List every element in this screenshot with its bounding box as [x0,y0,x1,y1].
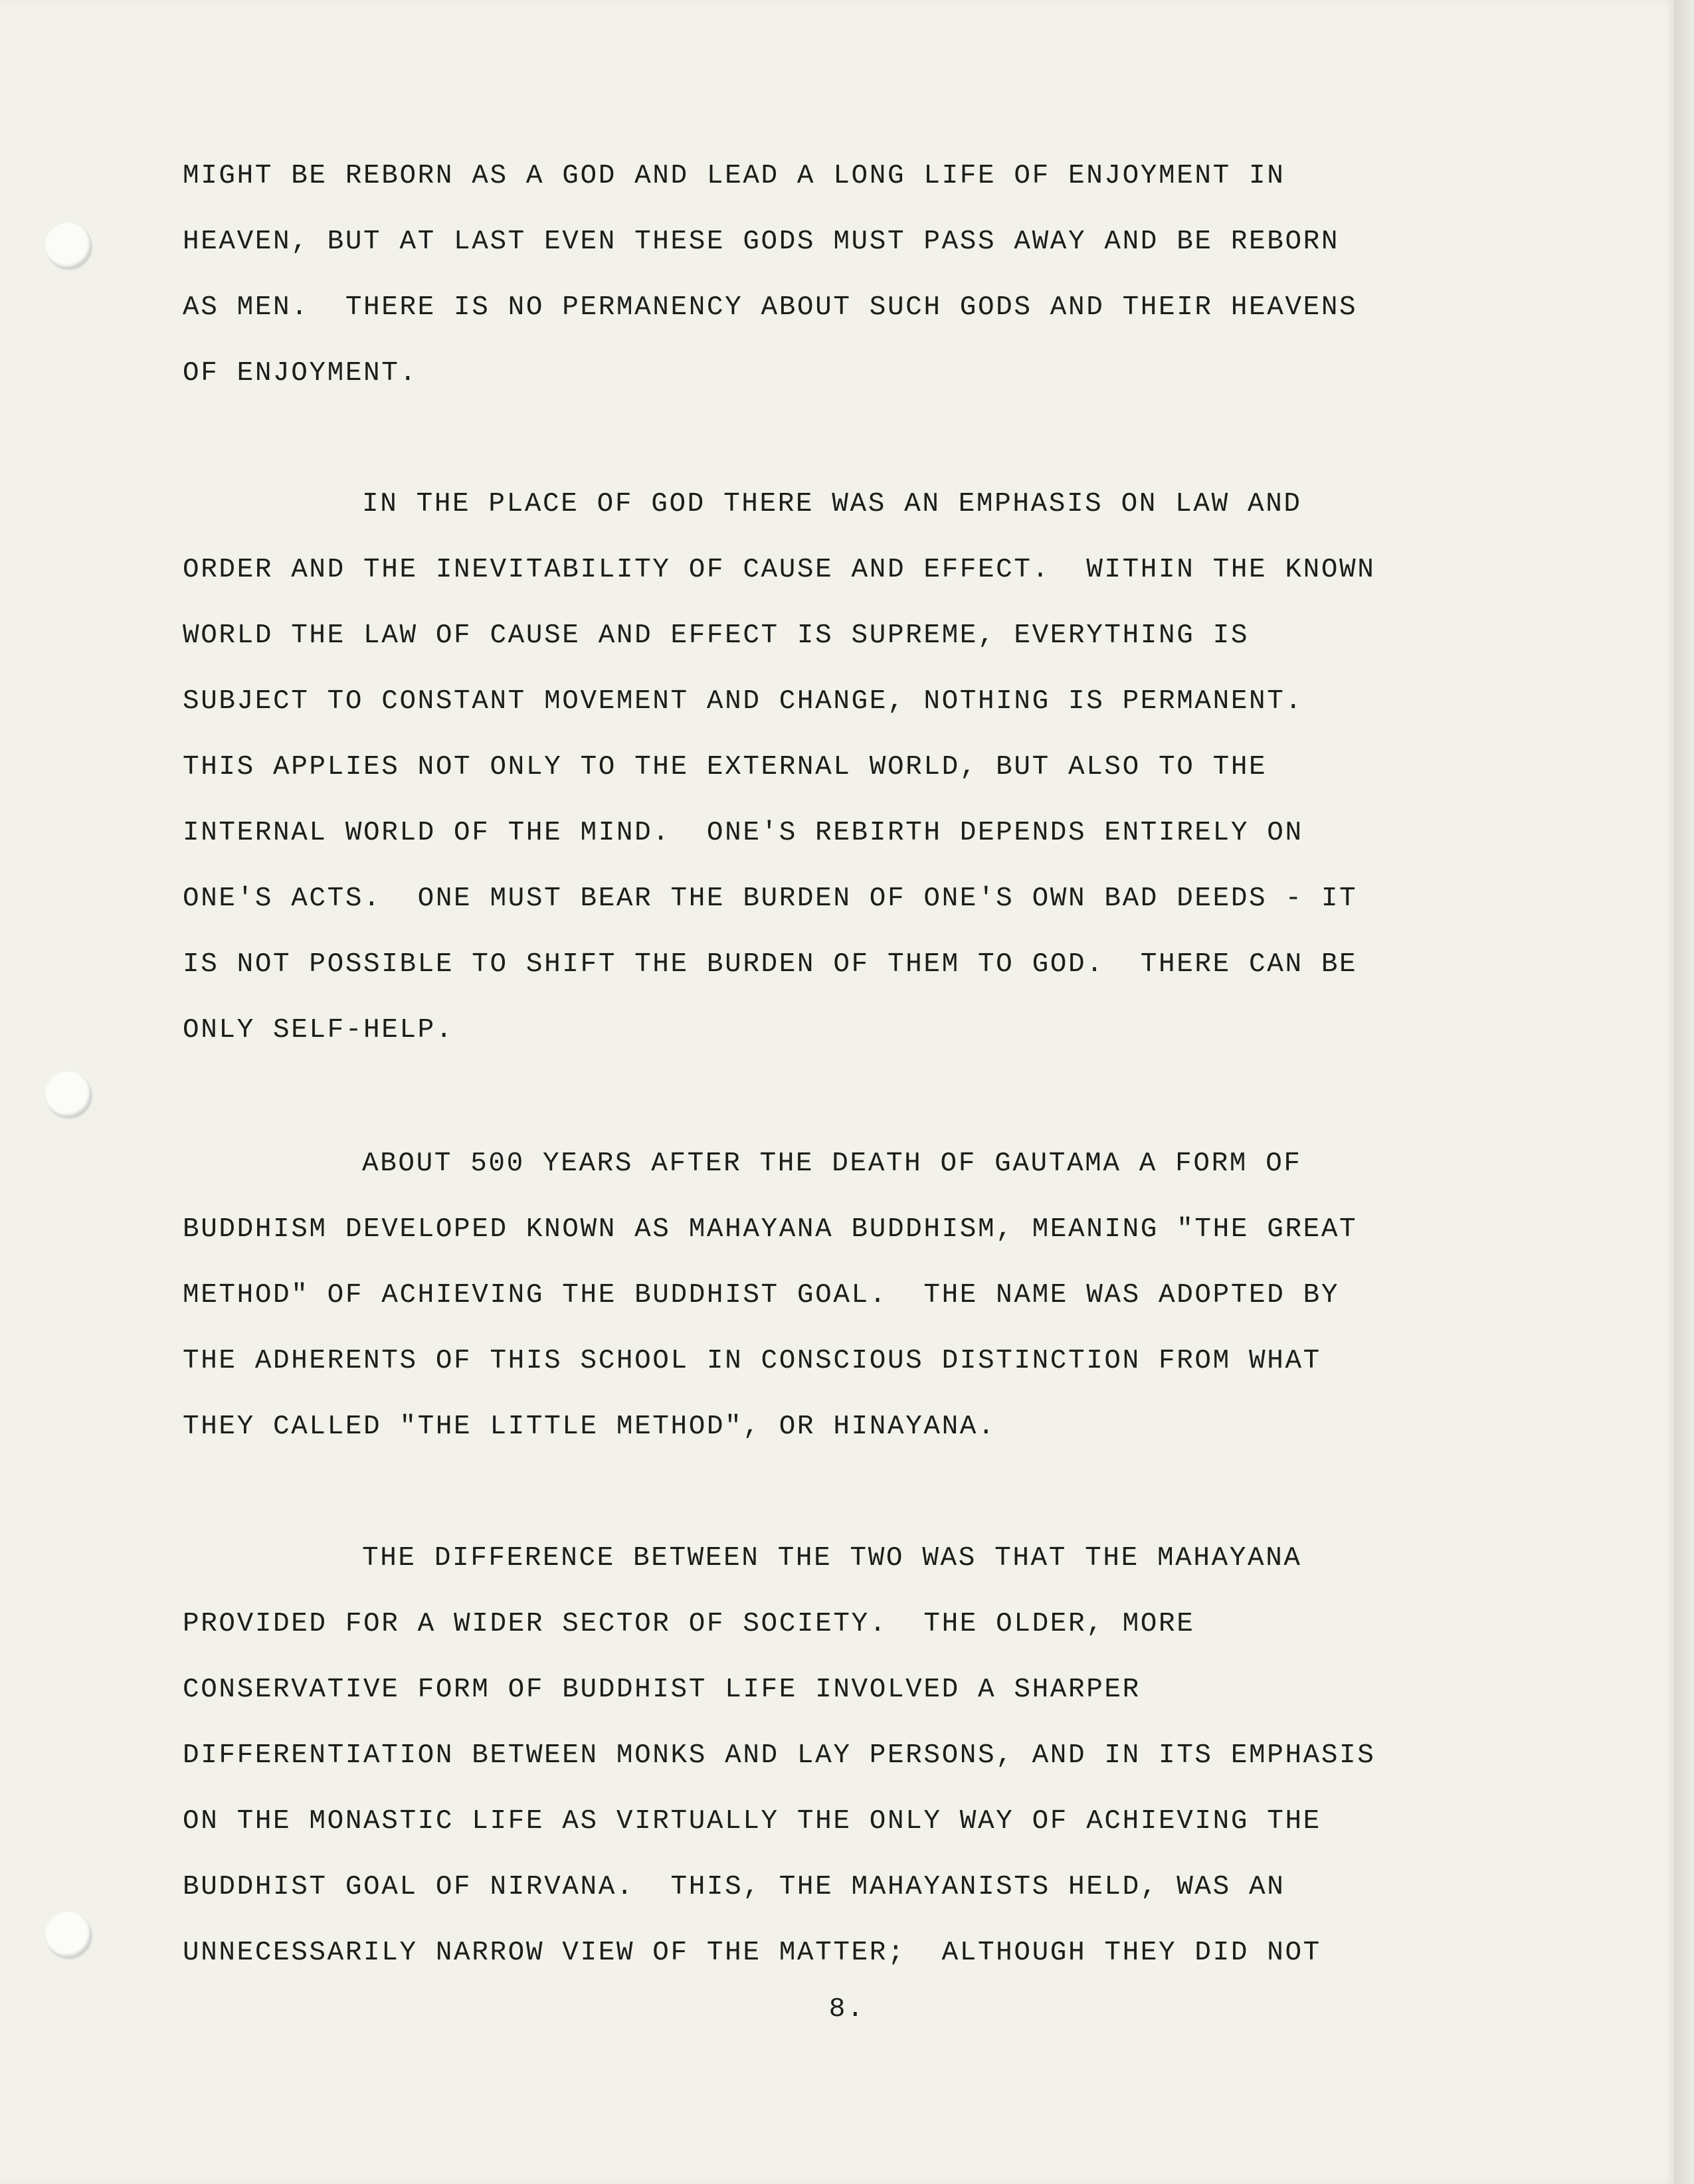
text-line: ONE'S ACTS. ONE MUST BEAR THE BURDEN OF ONE'S OWN BAD DEEDS - IT [183,883,1358,914]
text-line: UNNECESSARILY NARROW VIEW OF THE MATTER; ALTHOUGH THEY DID NOT [183,1938,1321,1968]
text-line: WORLD THE LAW OF CAUSE AND EFFECT IS SUPREME, EVERYTHING IS [183,620,1250,651]
text-line: PROVIDED FOR A WIDER SECTOR OF SOCIETY. THE OLDER, MORE [183,1609,1195,1639]
text-line: HEAVEN, BUT AT LAST EVEN THESE GODS MUST PASS AWAY AND BE REBORN [183,227,1340,257]
text-line: BUDDHIST GOAL OF NIRVANA. THIS, THE MAHAYANISTS HELD, WAS AN [183,1872,1285,1902]
text-line: BUDDHISM DEVELOPED KNOWN AS MAHAYANA BUDDHISM, MEANING "THE GREAT [183,1214,1358,1245]
punch-hole-bottom [45,1912,92,1958]
text-line: INTERNAL WORLD OF THE MIND. ONE'S REBIRTH DEPENDS ENTIRELY ON [183,818,1303,848]
paragraph-1 [183,143,1538,407]
text-line: SUBJECT TO CONSTANT MOVEMENT AND CHANGE, NOTHING IS PERMANENT. [183,686,1303,717]
punch-hole-middle [45,1071,92,1118]
text-line: METHOD" OF ACHIEVING THE BUDDHIST GOAL. THE NAME WAS ADOPTED BY [183,1280,1340,1311]
paragraph-2 [183,472,1538,1063]
text-line: CONSERVATIVE FORM OF BUDDHIST LIFE INVOLVED A SHARPER [183,1675,1141,1705]
text-line: OF ENJOYMENT. [183,358,418,389]
text-line: THIS APPLIES NOT ONLY TO THE EXTERNAL WORLD, BUT ALSO TO THE [183,752,1268,782]
page-number: 8. [828,1994,866,2025]
text-line: AS MEN. THERE IS NO PERMANENCY ABOUT SUCH GODS AND THEIR HEAVENS [183,292,1358,323]
text-line: THE DIFFERENCE BETWEEN THE TWO WAS THAT THE MAHAYANA [362,1543,1302,1574]
punch-hole-top [45,223,92,269]
paragraph-4 [183,1526,1538,1986]
text-line: IS NOT POSSIBLE TO SHIFT THE BURDEN OF THEM TO GOD. THERE CAN BE [183,949,1358,980]
text-line: IN THE PLACE OF GOD THERE WAS AN EMPHASIS ON LAW AND [362,489,1302,519]
text-line: MIGHT BE REBORN AS A GOD AND LEAD A LONG LIFE OF ENJOYMENT IN [183,161,1285,191]
text-line: ORDER AND THE INEVITABILITY OF CAUSE AND EFFECT. WITHIN THE KNOWN [183,555,1376,585]
text-line: THE ADHERENTS OF THIS SCHOOL IN CONSCIOUS DISTINCTION FROM WHAT [183,1346,1321,1376]
text-line: THEY CALLED "THE LITTLE METHOD", OR HINAYANA. [183,1411,996,1442]
text-line: ON THE MONASTIC LIFE AS VIRTUALLY THE ONLY WAY OF ACHIEVING THE [183,1806,1321,1837]
text-line: ABOUT 500 YEARS AFTER THE DEATH OF GAUTAMA A FORM OF [362,1148,1302,1179]
paragraph-3 [183,1131,1538,1460]
text-line: ONLY SELF-HELP. [183,1015,454,1046]
page-edge [1674,0,1694,2184]
text-line: DIFFERENTIATION BETWEEN MONKS AND LAY PERSONS, AND IN ITS EMPHASIS [183,1740,1376,1771]
